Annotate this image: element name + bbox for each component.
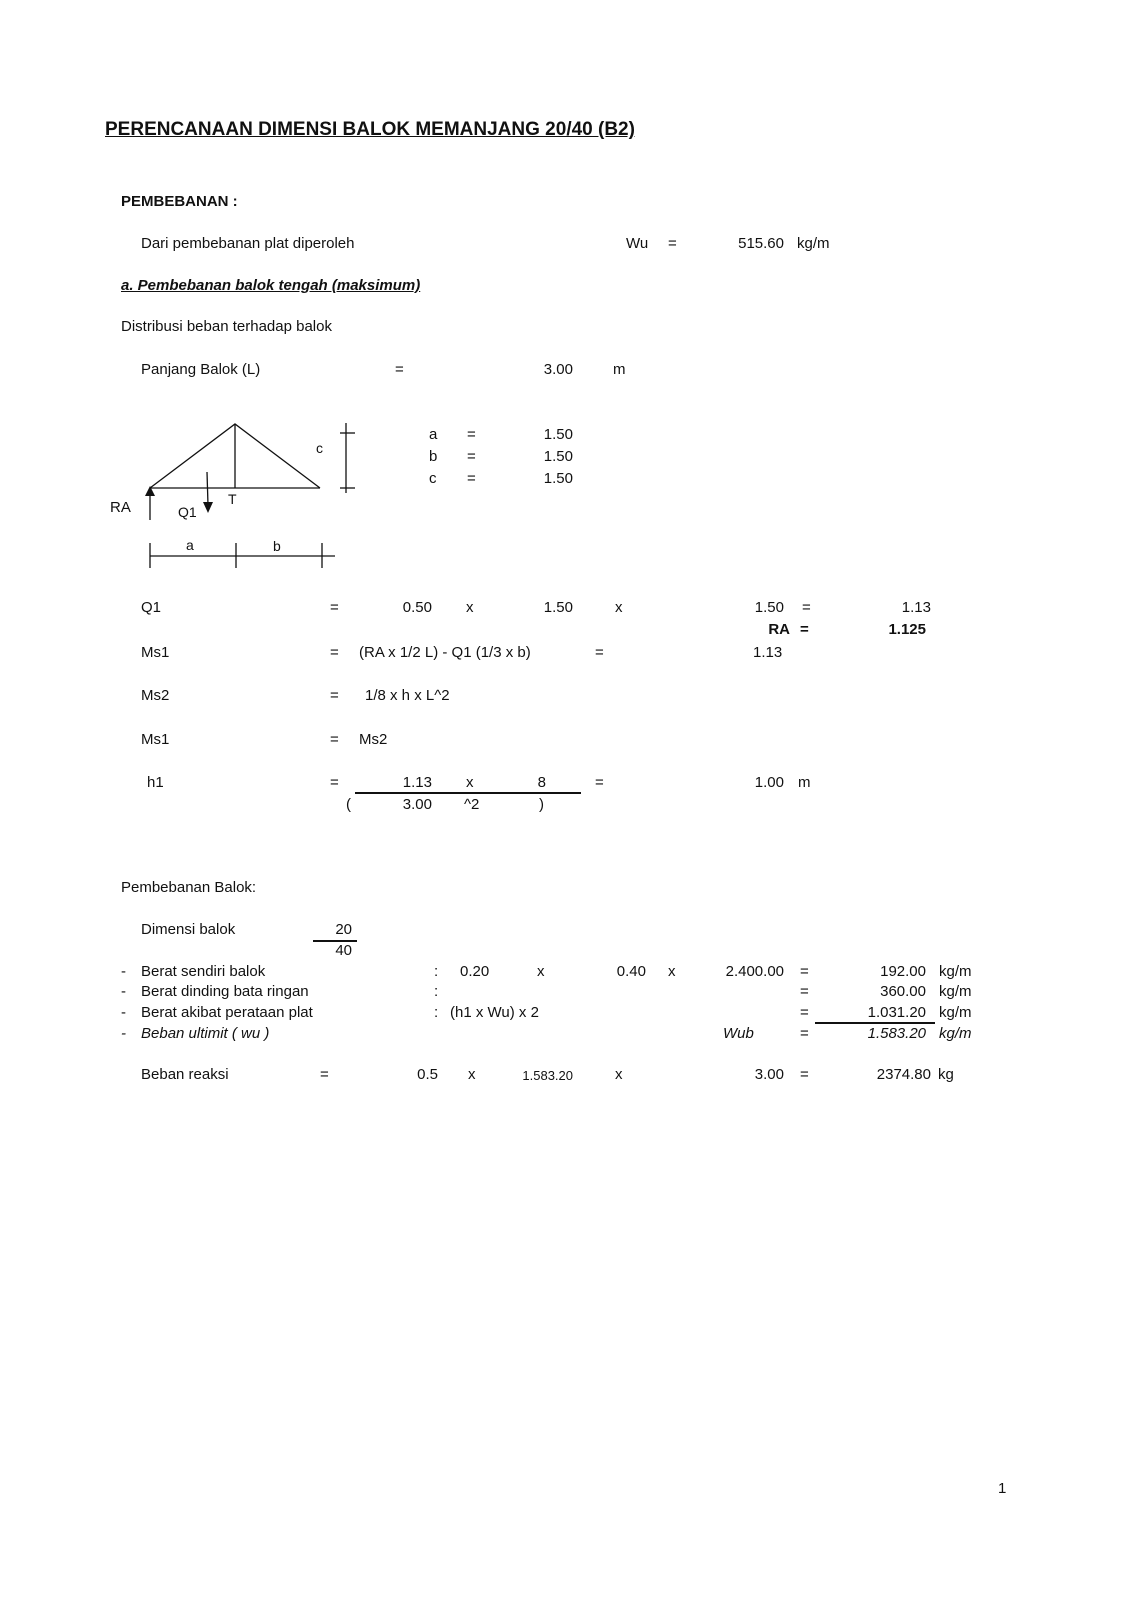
dim-key: a [429,426,438,443]
ra-label: RA [768,621,790,638]
dim-value: 1.50 [543,448,573,465]
ms1-value: 1.13 [753,644,783,661]
h1-label: h1 [147,774,164,791]
q1-result: 1.13 [901,599,931,616]
load-colon: : [434,963,439,980]
ra-value: 1.125 [888,621,926,638]
load-unit: kg/m [939,963,972,980]
load-eq: = [800,983,809,1000]
reaction-times: x [615,1066,623,1083]
load-value: 192.00 [880,963,926,980]
h1-open-paren: ( [346,796,351,813]
load-eq: = [800,1025,809,1042]
dimension-label: Dimensi balok [141,921,236,938]
plate-eq: = [668,235,677,252]
length-label: Panjang Balok (L) [141,361,261,378]
plate-var: Wu [626,235,649,252]
reaction-v2: 1.583.20 [522,1068,573,1083]
reaction-value: 2374.80 [876,1066,931,1083]
diagram-b-label: b [273,538,281,554]
load-colon: : [434,1004,439,1021]
ms2-formula: 1/8 x h x L^2 [365,687,450,704]
plate-label: Dari pembebanan plat diperoleh [141,235,355,252]
load-label: Berat sendiri balok [141,963,266,980]
dim-eq: = [467,448,476,465]
dim-key: c [429,470,437,487]
reaction-eq: = [800,1066,809,1083]
load-arrow-shaft [207,472,208,505]
distribution-label: Distribusi beban terhadap balok [121,318,332,335]
load-value: 360.00 [880,983,926,1000]
page-title: PERENCANAAN DIMENSI BALOK MEMANJANG 20/40 (B2) [105,119,635,140]
ms2-label: Ms2 [141,687,170,704]
load-colon: : [434,983,439,1000]
load-arrow-head [203,502,213,513]
reaction-label: Beban reaksi [141,1066,229,1083]
dim-key: b [429,448,438,465]
q1-v2: 1.50 [543,599,573,616]
diagram-ra-label: RA [110,499,131,516]
q1-v3: 1.50 [754,599,784,616]
h1-result: 1.00 [754,774,784,791]
diagram-t-label: T [228,491,237,507]
reaction-v3: 3.00 [754,1066,784,1083]
fraction-line [355,792,581,794]
sum-line [815,1022,935,1024]
h1-num1: 1.13 [402,774,432,791]
plate-unit: kg/m [797,235,830,252]
ms-equality-eq: = [330,731,339,748]
diagram-a-label: a [186,537,194,553]
load-factor: 0.40 [616,963,646,980]
beam-loading-heading: Pembebanan Balok: [121,879,257,896]
ms1-eq: = [595,644,604,661]
dim-value: 1.50 [543,426,573,443]
plate-value: 515.60 [738,235,784,252]
h1-num2: 8 [537,774,546,791]
length-eq: = [395,361,404,378]
q1-eq: = [802,599,811,616]
ra-eq: = [800,621,809,638]
dim-value: 1.50 [543,470,573,487]
subsection-heading: a. Pembebanan balok tengah (maksimum) [121,277,421,294]
q1-eq: = [330,599,339,616]
q1-times: x [466,599,474,616]
dim-eq: = [467,426,476,443]
q1-v1: 0.50 [402,599,432,616]
load-var: Wub [723,1025,754,1042]
load-label: Berat akibat perataan plat [141,1004,313,1021]
h1-denominator: 3.00 [402,796,432,813]
h1-eq: = [595,774,604,791]
reaction-eq: = [320,1066,329,1083]
dimension-height: 40 [335,942,352,959]
ms2-eq: = [330,687,339,704]
reaction-unit: kg [938,1066,954,1083]
ms1-eq: = [330,644,339,661]
load-factor: 0.20 [460,963,490,980]
load-formula: (h1 x Wu) x 2 [450,1004,539,1021]
h1-unit: m [798,774,811,791]
ms-equality-value: Ms2 [359,731,388,748]
load-dash: - [121,1004,126,1021]
q1-times: x [615,599,623,616]
load-times: x [537,963,545,980]
length-unit: m [613,361,626,378]
load-unit: kg/m [939,1004,972,1021]
ms1-label: Ms1 [141,644,170,661]
load-unit: kg/m [939,1025,972,1042]
diagram-q1-label: Q1 [178,504,197,520]
load-eq: = [800,1004,809,1021]
load-dash: - [121,1025,126,1042]
load-eq: = [800,963,809,980]
load-distribution-diagram [0,0,400,600]
dimension-width: 20 [335,921,352,938]
ms1-formula: (RA x 1/2 L) - Q1 (1/3 x b) [359,644,531,661]
load-total-value: 1.583.20 [867,1025,926,1042]
ms-equality-label: Ms1 [141,731,170,748]
h1-power: ^2 [464,796,480,813]
page-number: 1 [998,1480,1007,1497]
load-label: Beban ultimit ( wu ) [141,1025,270,1042]
load-times: x [668,963,676,980]
load-dash: - [121,963,126,980]
load-value: 1.031.20 [867,1004,926,1021]
load-unit: kg/m [939,983,972,1000]
h1-times: x [466,774,474,791]
diagram-c-label: c [316,440,323,456]
h1-eq: = [330,774,339,791]
reaction-v1: 0.5 [417,1066,438,1083]
load-factor: 2.400.00 [725,963,784,980]
section-heading: PEMBEBANAN : [121,193,238,210]
length-value: 3.00 [543,361,573,378]
reaction-times: x [468,1066,476,1083]
dim-eq: = [467,470,476,487]
q1-label: Q1 [141,599,162,616]
load-dash: - [121,983,126,1000]
load-label: Berat dinding bata ringan [141,983,309,1000]
h1-close-paren: ) [539,796,544,813]
